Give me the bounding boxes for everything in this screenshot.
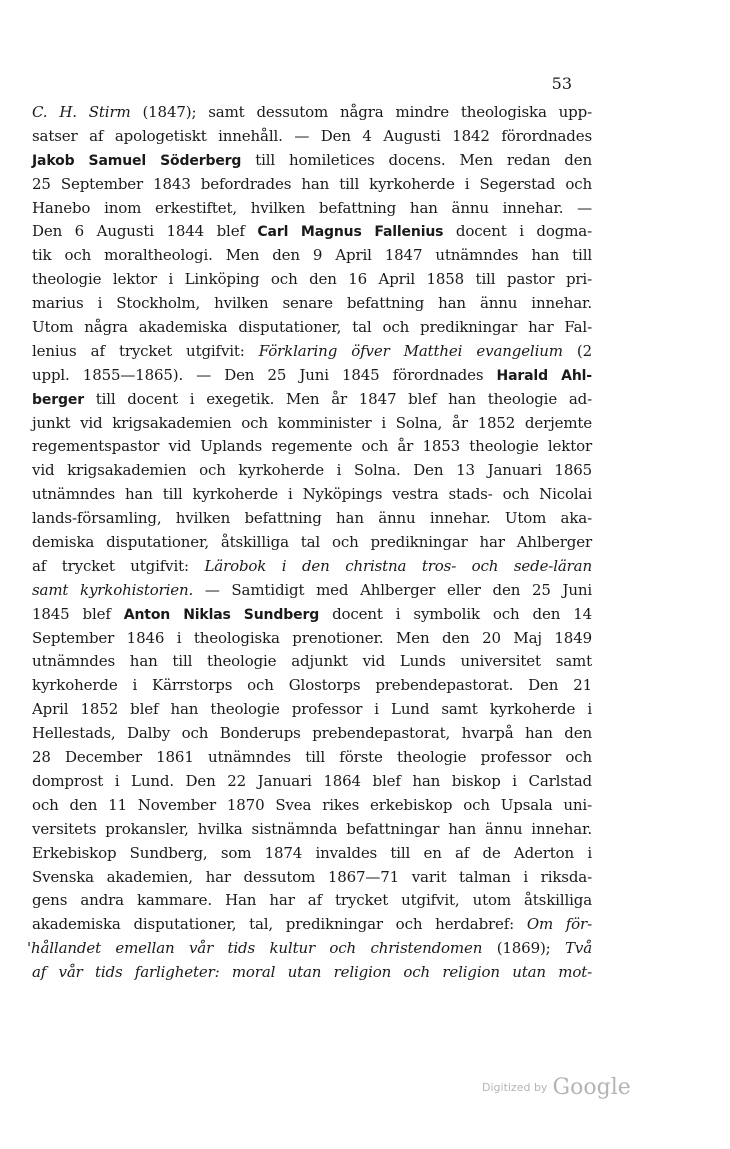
text-segment: theologie lektor i Linköping och den 16 April 1858 till pastor pri-: [32, 270, 592, 289]
text-line: [32, 603, 592, 627]
text-line: [32, 388, 592, 412]
text-line: [27, 937, 592, 961]
work-title: C. H. Stirm: [32, 103, 131, 121]
work-title: Lärobok i den christna tros- och sede-läran: [204, 556, 592, 575]
text-segment: satser af apologetiskt innehåll. — Den 4 Augusti 1842 förordnades: [32, 126, 592, 145]
text-segment: (1869);: [482, 939, 566, 958]
text-line: [32, 412, 592, 436]
text-segment: regementspastor vid Uplands regemente och år 1853 theologie lektor: [32, 437, 592, 456]
work-title: Om för-: [526, 915, 592, 934]
text-segment: till docent i exegetik. Men år 1847 blef han theologie ad-: [83, 389, 592, 408]
work-title: hållandet emellan vår tids kultur och christendomen: [30, 939, 483, 958]
person-name: Carl Magnus Fallenius: [257, 224, 444, 241]
text-line: [32, 531, 592, 555]
text-line: [32, 101, 592, 125]
text-segment: Hanebo inom erkestiftet, hvilken befattning han ännu innehar. —: [32, 198, 592, 217]
text-segment: af trycket utgifvit:: [32, 556, 205, 575]
digitized-by-google-watermark: [482, 1075, 642, 1100]
text-segment: demiska disputationer, åtskilliga tal och predikningar har Ahlberger: [32, 533, 592, 552]
text-segment: (2: [562, 341, 592, 360]
text-line: [32, 555, 592, 579]
text-line: [32, 579, 592, 603]
text-segment: ': [27, 939, 31, 958]
text-line: [32, 364, 592, 388]
watermark-prefix: Digitized by: [482, 1081, 548, 1094]
text-line: [32, 889, 592, 913]
text-segment: till homiletices docens. Men redan den: [241, 150, 592, 169]
work-title: Två: [565, 939, 592, 958]
text-line: [32, 125, 592, 149]
text-line: [32, 292, 592, 316]
person-name: Jakob Samuel Söderberg: [32, 152, 242, 169]
text-segment: Erkebiskop Sundberg, som 1874 invaldes till en af de Aderton i: [32, 843, 592, 862]
text-line: [32, 483, 592, 507]
text-segment: kyrkoherde i Kärrstorps och Glostorps prebendepastorat. Den 21: [32, 676, 592, 695]
text-segment: (1847); samt dessutom några mindre theologiska upp-: [130, 103, 592, 121]
text-line: [32, 722, 592, 746]
text-segment: 28 December 1861 utnämndes till förste theologie professor och: [32, 748, 592, 767]
text-segment: — Samtidigt med Ahlberger eller den 25 Juni: [193, 580, 592, 599]
watermark-brand: Google: [552, 1075, 631, 1100]
text-line: [32, 650, 592, 674]
text-segment: Hellestads, Dalby och Bonderups prebendepastorat, hvarpå han den: [32, 724, 592, 743]
text-segment: April 1852 blef han theologie professor i Lund samt kyrkoherde i: [32, 700, 592, 719]
text-line: [32, 507, 592, 531]
text-line: [32, 220, 592, 244]
text-segment: utnämndes han till theologie adjunkt vid Lunds universitet samt: [32, 652, 592, 671]
person-name: berger: [32, 391, 84, 408]
text-line: [32, 818, 592, 842]
text-segment: junkt vid krigsakademien och komminister i Solna, år 1852 derjemte: [32, 413, 592, 432]
text-segment: gens andra kammare. Han har af trycket utgifvit, utom åtskilliga: [32, 891, 592, 910]
text-line: [32, 197, 592, 221]
text-line: [32, 794, 592, 818]
text-segment: tik och moraltheologi. Men den 9 April 1847 utnämndes han till: [32, 246, 592, 265]
person-name: Anton Niklas Sundberg: [123, 606, 320, 623]
work-title: Förklaring öfver Matthei evangelium: [258, 341, 563, 360]
work-title: samt kyrkohistorien.: [32, 580, 194, 599]
text-line: [32, 173, 592, 197]
text-segment: akademiska disputationer, tal, predikningar och herdabref:: [32, 915, 527, 934]
text-line: [32, 961, 592, 985]
text-line: [32, 913, 592, 937]
text-line: [32, 340, 592, 364]
text-line: [32, 435, 592, 459]
text-line: [32, 842, 592, 866]
text-segment: September 1846 i theologiska prenotioner. Men den 20 Maj 1849: [32, 628, 592, 647]
text-segment: Svenska akademien, har dessutom 1867—71 varit talman i riksda-: [32, 867, 592, 886]
text-segment: vid krigsakademien och kyrkoherde i Solna. Den 13 Januari 1865: [32, 461, 592, 480]
text-line: [32, 244, 592, 268]
text-segment: marius i Stockholm, hvilken senare befattning han ännu innehar.: [32, 294, 592, 313]
text-segment: lenius af trycket utgifvit:: [32, 341, 259, 360]
text-segment: utnämndes han till kyrkoherde i Nyköpings vestra stads- och Nicolai: [32, 485, 592, 504]
text-line: [32, 866, 592, 890]
person-name: Harald Ahl-: [496, 367, 592, 384]
text-segment: Den 6 Augusti 1844 blef: [32, 222, 258, 241]
text-segment: 25 September 1843 befordrades han till kyrkoherde i Segerstad och: [32, 174, 592, 193]
text-line: [32, 698, 592, 722]
text-segment: docent i symbolik och den 14: [319, 604, 592, 623]
page-number: 53: [551, 74, 572, 93]
text-line: [32, 268, 592, 292]
text-segment: lands-församling, hvilken befattning han ännu innehar. Utom aka-: [32, 509, 592, 528]
text-line: [32, 459, 592, 483]
text-line: [32, 674, 592, 698]
text-line: [32, 316, 592, 340]
text-line: [32, 149, 592, 173]
text-segment: docent i dogma-: [443, 222, 592, 241]
work-title: af vår tids farligheter: moral utan religion och religion utan mot-: [32, 963, 592, 982]
text-segment: domprost i Lund. Den 22 Januari 1864 blef han biskop i Carlstad: [32, 771, 592, 790]
text-segment: uppl. 1855—1865). — Den 25 Juni 1845 förordnades: [32, 365, 497, 384]
text-segment: och den 11 November 1870 Svea rikes erkebiskop och Upsala uni-: [32, 795, 592, 814]
text-line: [32, 770, 592, 794]
text-segment: Utom några akademiska disputationer, tal och predikningar har Fal-: [32, 318, 592, 337]
text-line: [32, 627, 592, 651]
text-segment: 1845 blef: [32, 604, 124, 623]
text-segment: versitets prokansler, hvilka sistnämnda befattningar han ännu innehar.: [32, 819, 592, 838]
text-line: [32, 746, 592, 770]
body-text: [27, 101, 592, 985]
